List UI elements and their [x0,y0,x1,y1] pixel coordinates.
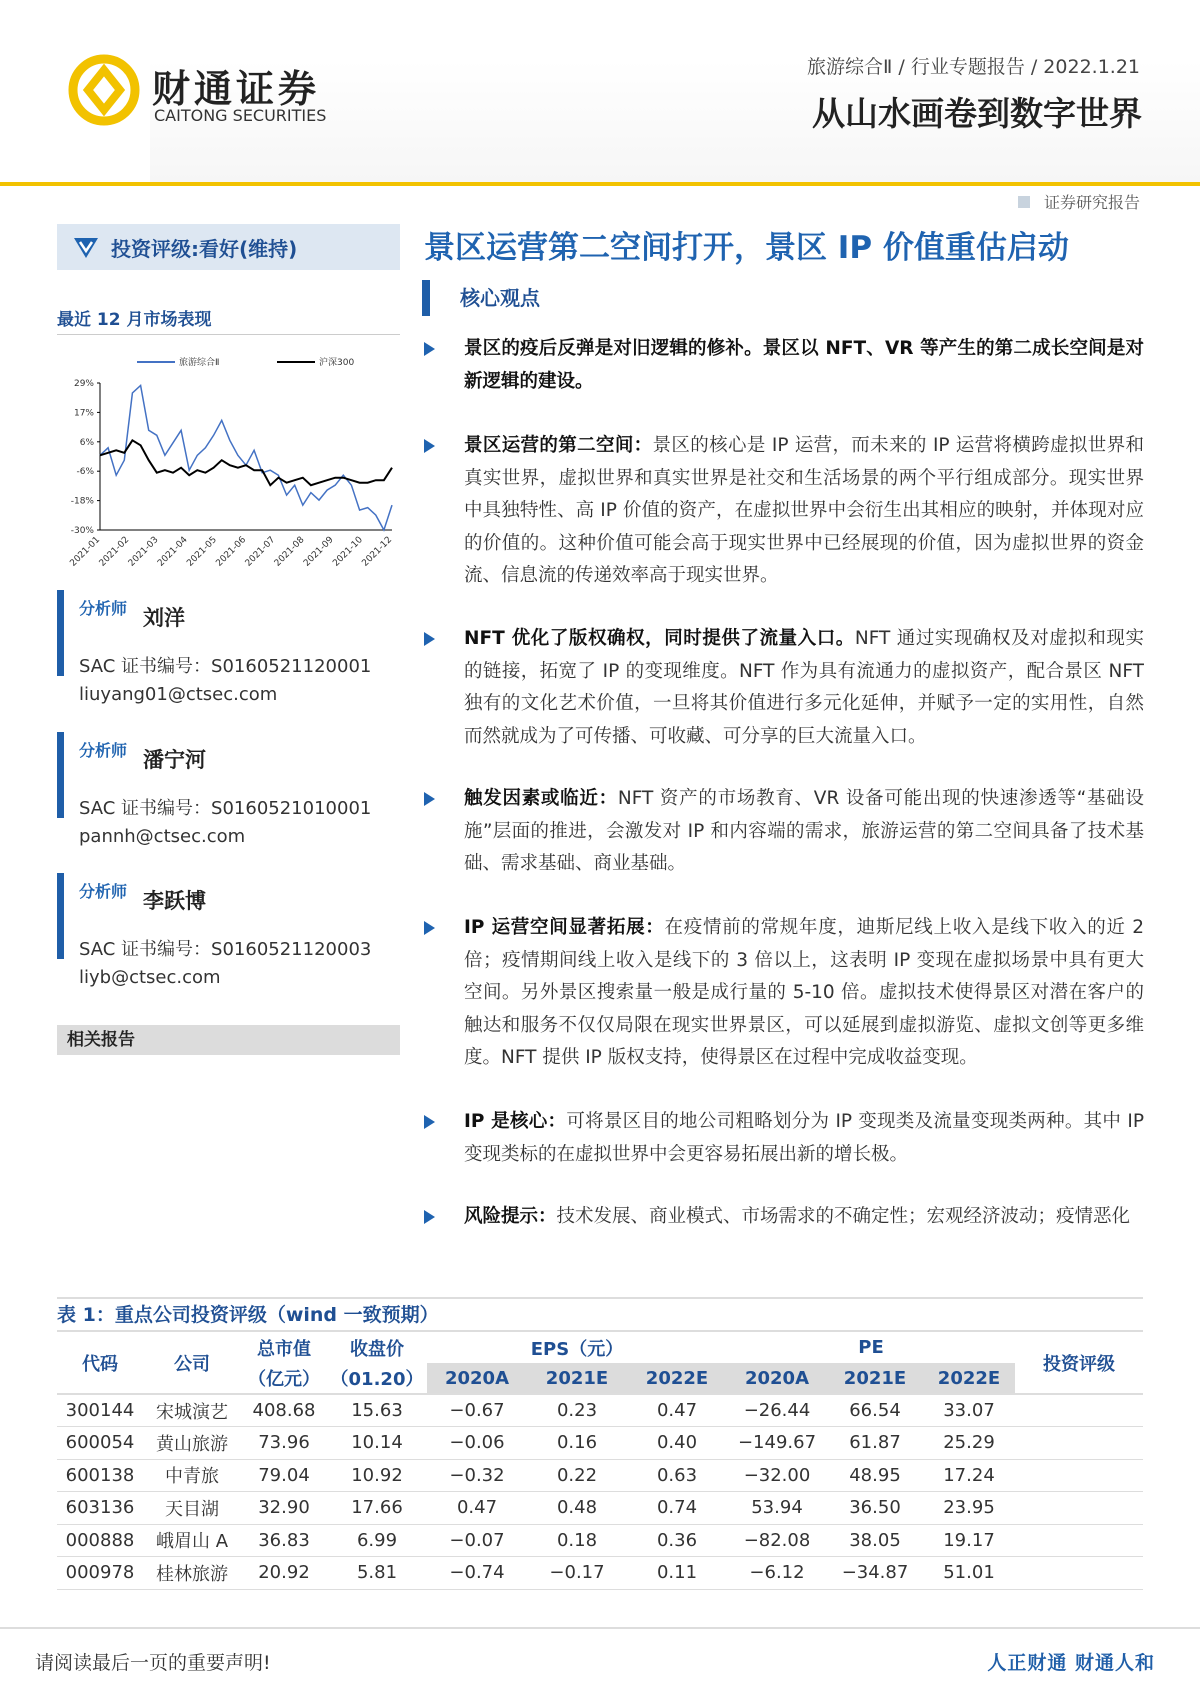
table-cell: 000888 [57,1524,143,1557]
table-cell: 0.40 [627,1427,727,1460]
table-row [57,1492,1143,1525]
col-mcap: 总市值 [257,1338,311,1360]
table-cell [1015,1524,1143,1557]
table-cell: 48.95 [827,1459,923,1492]
analyst-email[interactable]: pannh@ctsec.com [79,826,246,847]
table-cell: 0.16 [527,1427,627,1460]
table-cell: 0.23 [527,1394,627,1427]
arrow-icon [424,342,435,356]
table-cell [1015,1394,1143,1427]
table-cell: 36.50 [827,1492,923,1525]
table-cell: 25.29 [923,1427,1015,1460]
arrow-icon [424,1210,435,1224]
col-company: 公司 [174,1353,210,1375]
accent-bar [57,590,64,676]
arrow-icon [424,1115,435,1129]
table-cell: 6.99 [327,1524,427,1557]
table-cell: 51.01 [923,1557,1015,1590]
table-cell: 宋城演艺 [143,1394,241,1427]
table-cell: 天目湖 [143,1492,241,1525]
analyst-card [57,732,400,862]
report-meta: 旅游综合Ⅱ / 行业专题报告 / 2022.1.21 [806,56,1140,78]
table-cell: 0.74 [627,1492,727,1525]
table-cell: 33.07 [923,1394,1015,1427]
related-reports-heading: 相关报告 [57,1025,400,1055]
y-tick-label: 6% [79,437,94,448]
analyst-card [57,873,400,1003]
bullet-lead: IP 运营空间显著拓展： [464,917,665,938]
bullet-point [424,623,1144,753]
bullet-text: 在疫情前的常规年度，迪斯尼线上收入是线下收入的近 2 倍；疫情期间线上收入是线下的 3 倍以上，这表明 IP 变现在虚拟场景中具有更大空间。另外景区搜索量一般是成行量的 5-10 倍。虚拟技术使得景区对潜在客户的触达和服务不仅仅局限在现实世界景区，可以延展到虚拟游览、虚拟文创等更多维度。NFT 提供 IP 版权支持，使得景区在过程中完成收益变现。 [464,917,1144,1068]
table-row [57,1394,1143,1427]
table-cell: 36.83 [241,1524,327,1557]
footer-divider [0,1627,1200,1629]
logo-english-name: CAITONG SECURITIES [154,106,327,125]
analyst-label: 分析师 [79,599,128,618]
table-cell: 603136 [57,1492,143,1525]
legend-label: 沪深300 [319,358,355,368]
report-title: 从山水画卷到数字世界 [812,94,1142,133]
col-year: 2022E [627,1363,727,1394]
y-tick-label: -6% [76,467,94,478]
bullet-text: 技术发展、商业模式、市场需求的不确定性；宏观经济波动；疫情恶化 [556,1206,1131,1227]
table-cell: 0.11 [627,1557,727,1590]
x-tick-label: 2021-05 [185,535,219,569]
y-tick-label: -30% [70,526,94,536]
table-cell: 17.24 [923,1459,1015,1492]
table-cell: 300144 [57,1394,143,1427]
x-tick-label: 2021-02 [97,535,132,569]
x-tick-label: 2021-06 [214,535,249,569]
table-cell: 0.47 [627,1394,727,1427]
table-cell: 0.48 [527,1492,627,1525]
table-row [57,1459,1143,1492]
table-cell: 20.92 [241,1557,327,1590]
table-cell [1015,1557,1143,1590]
table-cell: 0.47 [427,1492,527,1525]
col-year: 2022E [923,1363,1015,1394]
table-cell [1015,1459,1143,1492]
table-cell: −82.08 [727,1524,827,1557]
disclaimer-notice: 请阅读最后一页的重要声明! [35,1652,271,1674]
table-cell: −0.67 [427,1394,527,1427]
y-tick-label: 29% [73,379,94,389]
x-tick-label: 2021-04 [156,535,190,569]
col-year: 2021E [827,1363,923,1394]
table-cell: 0.22 [527,1459,627,1492]
analyst-label: 分析师 [79,882,128,901]
bullet-lead: IP 是核心： [464,1111,567,1132]
rating-box [57,224,400,270]
x-tick-label: 2021-08 [272,535,307,569]
bullet-text: 景区的核心是 IP 运营，而未来的 IP 运营将横跨虚拟世界和真实世界，虚拟世界和真实世界是社交和生活场景的两个平行组成部分。现实世界中具独特性、高 IP 价值的资产，在虚拟世界中会衍生出其相应的映射，并体现对应的价值的。这种价值可能会高于现实世界中已经展现的价值，因为虚拟世界的资金流、信息流的传递效率高于现实世界。 [464,435,1144,586]
divider [57,334,400,335]
table-cell: 15.63 [327,1394,427,1427]
table-cell: 0.36 [627,1524,727,1557]
market-performance-chart [57,345,402,585]
table-cell: 600138 [57,1459,143,1492]
table-cell: 10.14 [327,1427,427,1460]
table-cell: 600054 [57,1427,143,1460]
header-divider [0,182,1200,186]
x-tick-label: 2021-12 [360,535,395,569]
table-cell: 5.81 [327,1557,427,1590]
col-year: 2021E [527,1363,627,1394]
table-cell: 0.18 [527,1524,627,1557]
col-year: 2020A [427,1363,527,1394]
accent-bar [57,873,64,959]
diamond-icon [71,234,101,260]
report-type: 证券研究报告 [1018,190,1140,213]
bullet-point [424,333,1144,398]
col-pe: PE [858,1337,884,1358]
table-title: 表 1：重点公司投资评级（wind 一致预期） [57,1304,439,1326]
table-cell: −0.17 [527,1557,627,1590]
table-cell: 23.95 [923,1492,1015,1525]
bullet-point [424,783,1144,881]
caitong-logo-icon [68,54,140,126]
table-row [57,1427,1143,1460]
x-tick-label: 2021-10 [331,535,365,569]
table-cell: −149.67 [727,1427,827,1460]
legend-label: 旅游综合Ⅱ [179,358,220,368]
table-cell [1015,1492,1143,1525]
table-cell: 61.87 [827,1427,923,1460]
table-cell: 中青旅 [143,1459,241,1492]
table-cell: 66.54 [827,1394,923,1427]
company-rating-table [57,1332,1143,1590]
logo-chinese-name: 财通证券 [152,67,321,111]
table-cell: −32.00 [727,1459,827,1492]
bullet-point [424,912,1144,1075]
analyst-email[interactable]: liyb@ctsec.com [79,967,221,988]
bullet-lead: NFT 优化了版权确权，同时提供了流量入口。 [464,628,855,649]
analyst-sac: SAC 证书编号：S0160521010001 [79,798,372,819]
accent-bar [57,732,64,818]
footer-slogan: 人正财通 财通人和 [987,1652,1155,1674]
table-cell: −0.74 [427,1557,527,1590]
table-cell: 32.90 [241,1492,327,1525]
table-cell: −0.06 [427,1427,527,1460]
bullet-point [424,430,1144,593]
table-cell: −34.87 [827,1557,923,1590]
analyst-label: 分析师 [79,741,128,760]
series-line-hs300 [100,440,392,485]
table-cell: 桂林旅游 [143,1557,241,1590]
table-row [57,1557,1143,1590]
col-mcap-unit: （亿元） [248,1369,320,1390]
table-cell: −0.32 [427,1459,527,1492]
analyst-card [57,590,400,720]
analyst-name: 李跃博 [143,889,206,913]
col-rating: 投资评级 [1043,1353,1115,1375]
table-cell: 17.66 [327,1492,427,1525]
table-cell: −0.07 [427,1524,527,1557]
table-row [57,1524,1143,1557]
market-performance-label: 最近 12 月市场表现 [57,310,212,330]
analyst-email[interactable]: liuyang01@ctsec.com [79,684,278,705]
y-tick-label: 17% [73,408,94,419]
x-tick-label: 2021-03 [126,535,161,569]
table-cell [1015,1427,1143,1460]
bullet-lead: 景区的疫后反弹是对旧逻辑的修补。景区以 NFT、VR 等产生的第二成长空间是对新逻辑的建设。 [464,338,1144,392]
core-view-heading: 核心观点 [422,280,540,316]
table-cell: 408.68 [241,1394,327,1427]
table-cell: 38.05 [827,1524,923,1557]
table-cell: 000978 [57,1557,143,1590]
divider [57,1297,1143,1299]
analyst-name: 潘宁河 [143,748,206,772]
series-line-tourism [100,386,392,531]
col-year: 2020A [727,1363,827,1394]
analyst-sac: SAC 证书编号：S0160521120003 [79,939,372,960]
x-tick-label: 2021-07 [243,535,278,569]
bullet-text: 可将景区目的地公司粗略划分为 IP 变现类及流量变现类两种。其中 IP 变现类标的在虚拟世界中会更容易拓展出新的增长极。 [464,1111,1144,1165]
arrow-icon [424,439,435,453]
bullet-lead: 风险提示： [464,1206,557,1227]
analyst-name: 刘洋 [143,606,185,630]
arrow-icon [424,632,435,646]
table-header-row [57,1332,1143,1363]
col-eps: EPS（元） [530,1338,624,1360]
y-tick-label: -18% [70,496,94,507]
main-title: 景区运营第二空间打开，景区 IP 价值重估启动 [424,230,1069,266]
rating-text: 投资评级:看好(维持) [111,236,298,261]
table-cell: 0.63 [627,1459,727,1492]
col-price-date: （01.20） [330,1369,424,1390]
arrow-icon [424,921,435,935]
col-price: 收盘价 [350,1338,404,1360]
table-cell: 73.96 [241,1427,327,1460]
x-tick-label: 2021-09 [302,535,336,569]
table-cell: 10.92 [327,1459,427,1492]
arrow-icon [424,792,435,806]
table-cell: −6.12 [727,1557,827,1590]
table-cell: −26.44 [727,1394,827,1427]
table-cell: 79.04 [241,1459,327,1492]
bullet-point [424,1106,1144,1171]
bullet-lead: 景区运营的第二空间： [464,435,653,456]
bullet-point [424,1201,1144,1234]
table-cell: 黄山旅游 [143,1427,241,1460]
analyst-sac: SAC 证书编号：S0160521120001 [79,656,372,677]
col-code: 代码 [82,1353,118,1375]
table-cell: 53.94 [727,1492,827,1525]
bullet-text: NFT 资产的市场教育、VR 设备可能出现的快速渗透等“基础设施”层面的推进，会激发对 IP 和内容端的需求，旅游运营的第二空间具备了技术基础、需求基础、商业基础。 [464,788,1144,874]
table-cell: 峨眉山 A [143,1524,241,1557]
x-tick-label: 2021-01 [68,535,103,569]
bullet-lead: 触发因素或临近： [464,788,618,809]
bullet-text: NFT 通过实现确权及对虚拟和现实的链接，拓宽了 IP 的变现维度。NFT 作为具有流通力的虚拟资产，配合景区 NFT 独有的文化艺术价值，一旦将其价值进行多元化延伸，并赋予一定的实用性，自然而然就成为了可传播、可收藏、可分享的巨大流量入口。 [464,628,1144,747]
table-cell: 19.17 [923,1524,1015,1557]
